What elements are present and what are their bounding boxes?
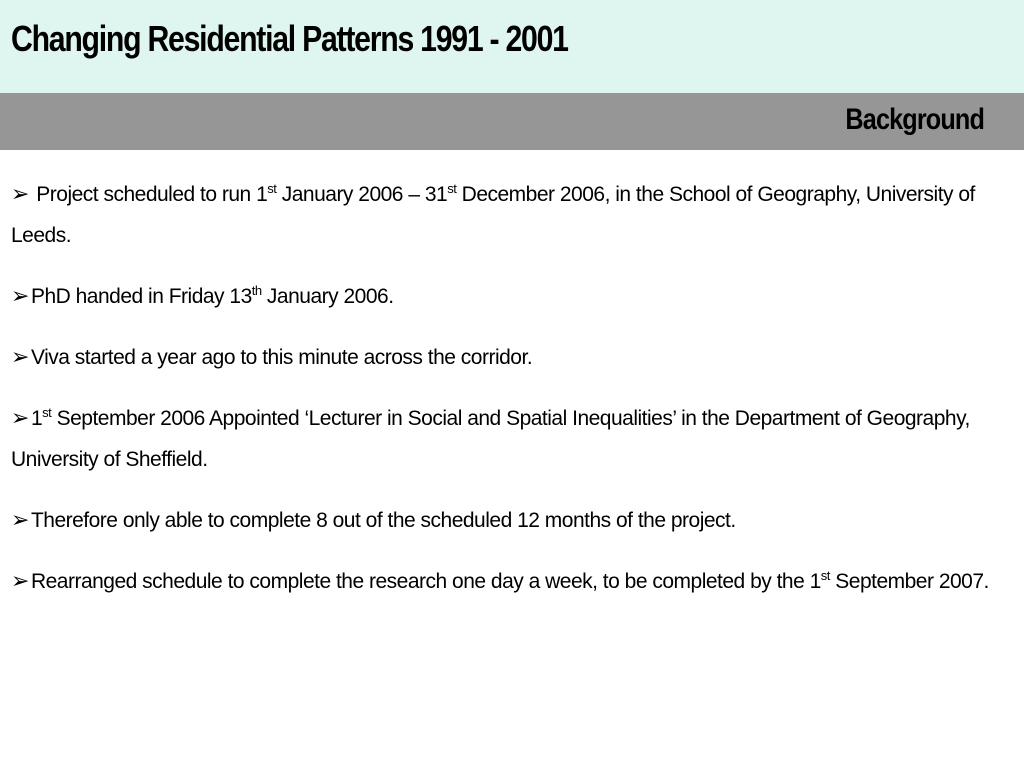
arrow-bullet-icon: ➢ [11, 569, 29, 594]
section-label: Background [845, 103, 984, 136]
arrow-bullet-icon: ➢ [11, 182, 29, 207]
bullet-text [31, 346, 532, 369]
bullet-item [11, 337, 1016, 378]
bullet-item [11, 398, 1016, 480]
text-run: Therefore only able to complete 8 out of the scheduled 12 months of the project. [30, 509, 736, 532]
bullet-item [11, 174, 1016, 256]
ordinal-suffix: st [820, 568, 830, 583]
arrow-bullet-icon: ➢ [11, 345, 29, 370]
bullet-item [11, 500, 1016, 541]
bullet-item [11, 276, 1016, 317]
text-run: PhD handed in Friday 13 [30, 285, 252, 308]
bullet-text [11, 407, 970, 471]
arrow-bullet-icon: ➢ [11, 406, 29, 431]
ordinal-suffix: st [447, 181, 457, 196]
text-run: September 2007. [829, 570, 989, 593]
bullet-text [11, 183, 975, 247]
text-run: December 2006, in the School of Geography, University of Leeds. [11, 183, 975, 247]
bullet-text [31, 285, 394, 308]
bullet-text [31, 509, 736, 532]
ordinal-suffix: st [42, 405, 52, 420]
arrow-bullet-icon: ➢ [11, 284, 29, 309]
slide-title: Changing Residential Patterns 1991 - 2001 [11, 18, 568, 59]
text-run: January 2006 – 31 [276, 183, 448, 206]
text-run: Viva started a year ago to this minute across the corridor. [30, 346, 533, 369]
text-run: Project scheduled to run 1 [30, 183, 268, 206]
text-run: Rearranged schedule to complete the research one day a week, to be completed by the 1 [30, 570, 821, 593]
ordinal-suffix: th [251, 283, 262, 298]
text-run: January 2006. [261, 285, 394, 308]
text-run: 1 [30, 407, 43, 430]
bullet-list [11, 174, 1016, 622]
ordinal-suffix: st [267, 181, 277, 196]
title-bar [0, 0, 1024, 93]
arrow-bullet-icon: ➢ [11, 508, 29, 533]
section-bar [0, 93, 1024, 150]
text-run: September 2006 Appointed ‘Lecturer in Social and Spatial Inequalities’ in the Department of Geography, University of Sheffield. [11, 407, 970, 471]
bullet-text [31, 570, 989, 593]
bullet-item [11, 561, 1016, 602]
